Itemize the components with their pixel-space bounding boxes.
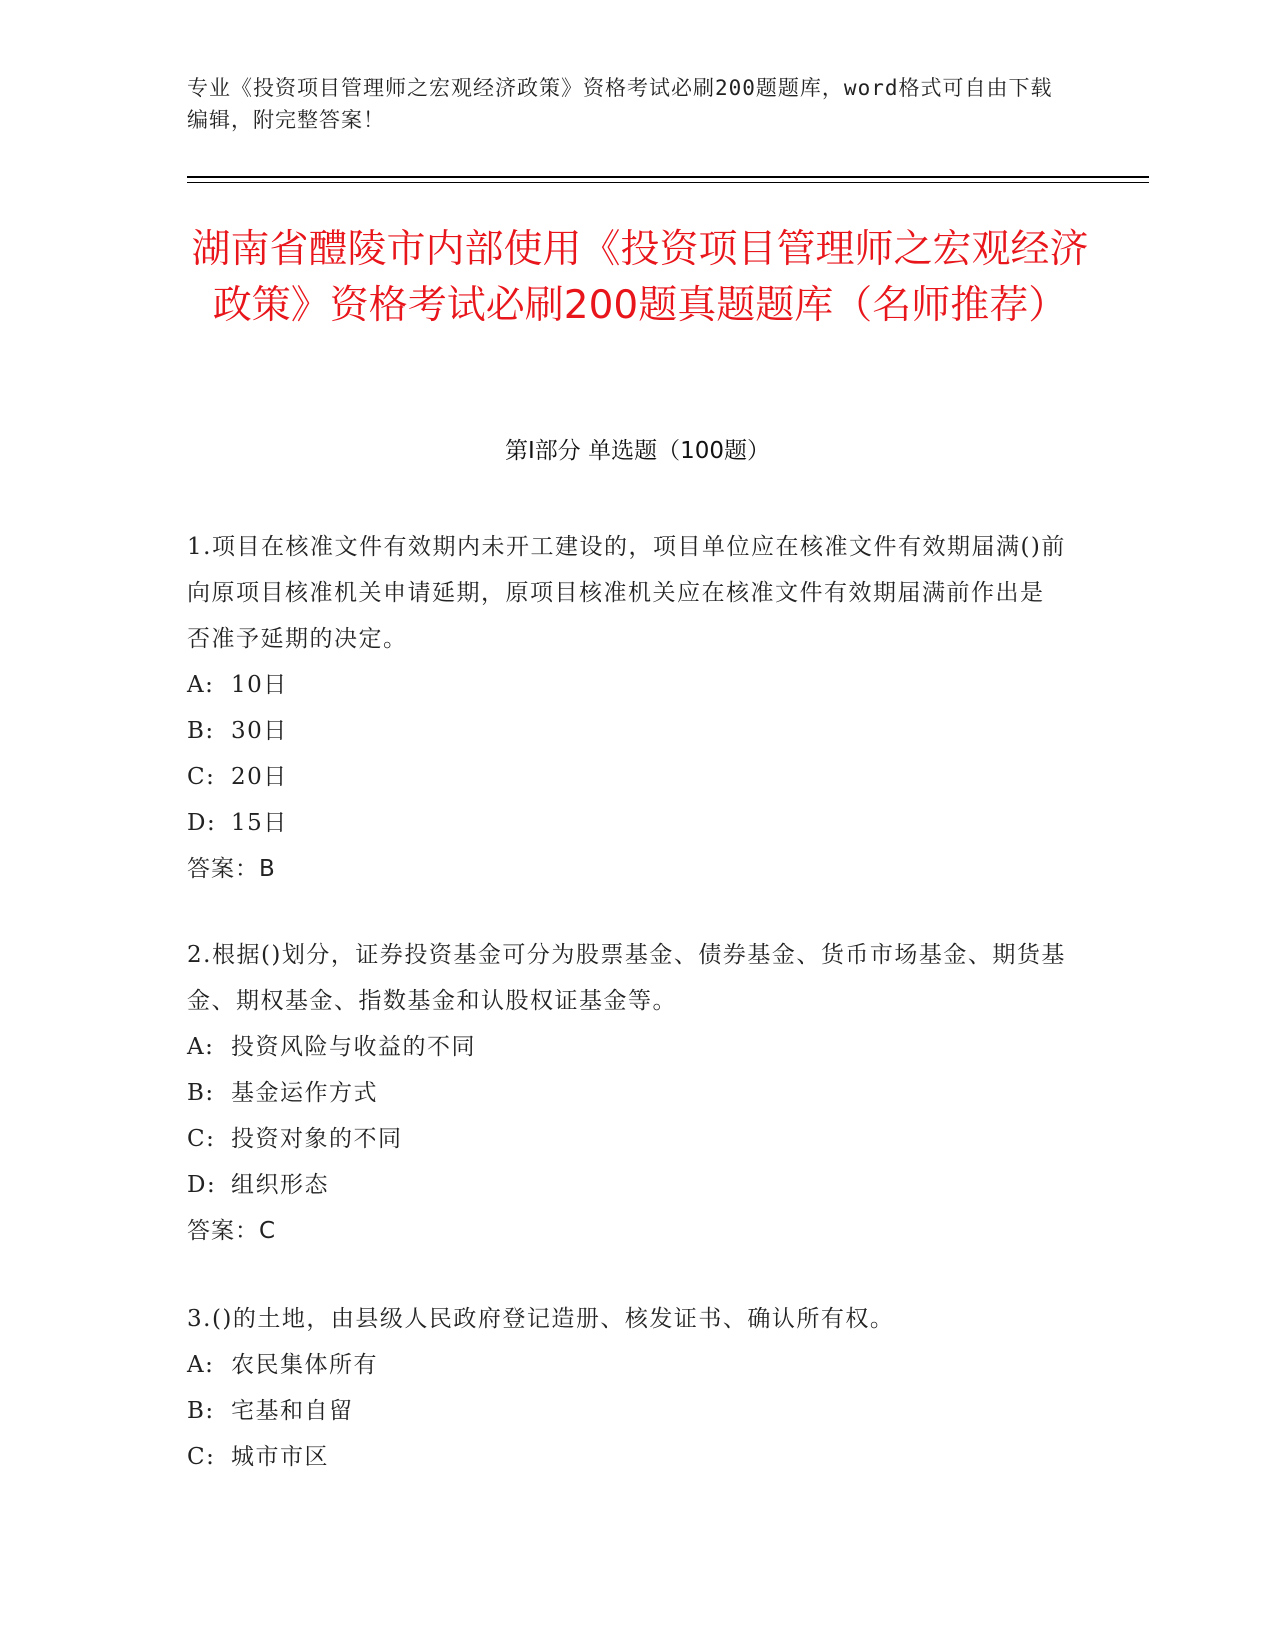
option-a [187,1342,1067,1388]
answer-line: 答案：C [187,1218,277,1244]
option-text: 10日 [231,672,288,698]
option-c [187,1434,1067,1480]
option-letter: B: [187,718,215,744]
question-stem: 3.()的土地，由县级人民政府登记造册、核发证书、确认所有权。 [187,1306,895,1332]
option-b [187,1388,1067,1434]
option-a [187,1024,1067,1070]
header-divider-thick [187,176,1149,178]
option-text: 30日 [231,718,288,744]
option-text: 宅基和自留 [231,1398,354,1424]
option-text: 20日 [231,764,288,790]
header-note: 专业《投资项目管理师之宏观经济政策》资格考试必刷200题题库，word格式可自由下载编辑，附完整答案！ [187,76,1053,132]
option-text: 15日 [231,810,288,836]
option-letter: B: [187,1398,215,1424]
option-a [187,662,1067,708]
header-divider-thin [187,182,1149,183]
option-text: 城市市区 [231,1444,329,1470]
option-letter: A: [187,1352,215,1378]
option-letter: C: [187,1126,216,1152]
option-b [187,1070,1067,1116]
option-c [187,1116,1067,1162]
option-letter: A: [187,672,215,698]
option-letter: D: [187,810,217,836]
option-c [187,754,1067,800]
option-text: 组织形态 [231,1172,329,1198]
option-b [187,708,1067,754]
question-stem: 2.根据()划分，证券投资基金可分为股票基金、债券基金、货币市场基金、期货基金、期权基金、指数基金和认股权证基金等。 [187,942,1066,1014]
option-letter: A: [187,1034,215,1060]
option-text: 投资风险与收益的不同 [231,1034,476,1060]
option-text: 基金运作方式 [231,1080,378,1106]
option-letter: C: [187,1444,216,1470]
option-letter: C: [187,764,216,790]
document-title: 湖南省醴陵市内部使用《投资项目管理师之宏观经济政策》资格考试必刷200题真题题库（名师推荐） [191,227,1089,328]
option-text: 投资对象的不同 [231,1126,403,1152]
question-1 [187,524,1067,892]
option-text: 农民集体所有 [231,1352,378,1378]
option-d [187,1162,1067,1208]
section-heading: 第Ⅰ部分 单选题（100题） [505,438,770,464]
option-letter: D: [187,1172,217,1198]
question-2 [187,932,1067,1254]
question-3 [187,1296,1067,1480]
option-letter: B: [187,1080,215,1106]
option-d [187,800,1067,846]
answer-line: 答案：B [187,856,276,882]
question-stem: 1.项目在核准文件有效期内未开工建设的，项目单位应在核准文件有效期届满()前向原项目核准机关申请延期，原项目核准机关应在核准文件有效期届满前作出是否准予延期的决定。 [187,534,1066,652]
